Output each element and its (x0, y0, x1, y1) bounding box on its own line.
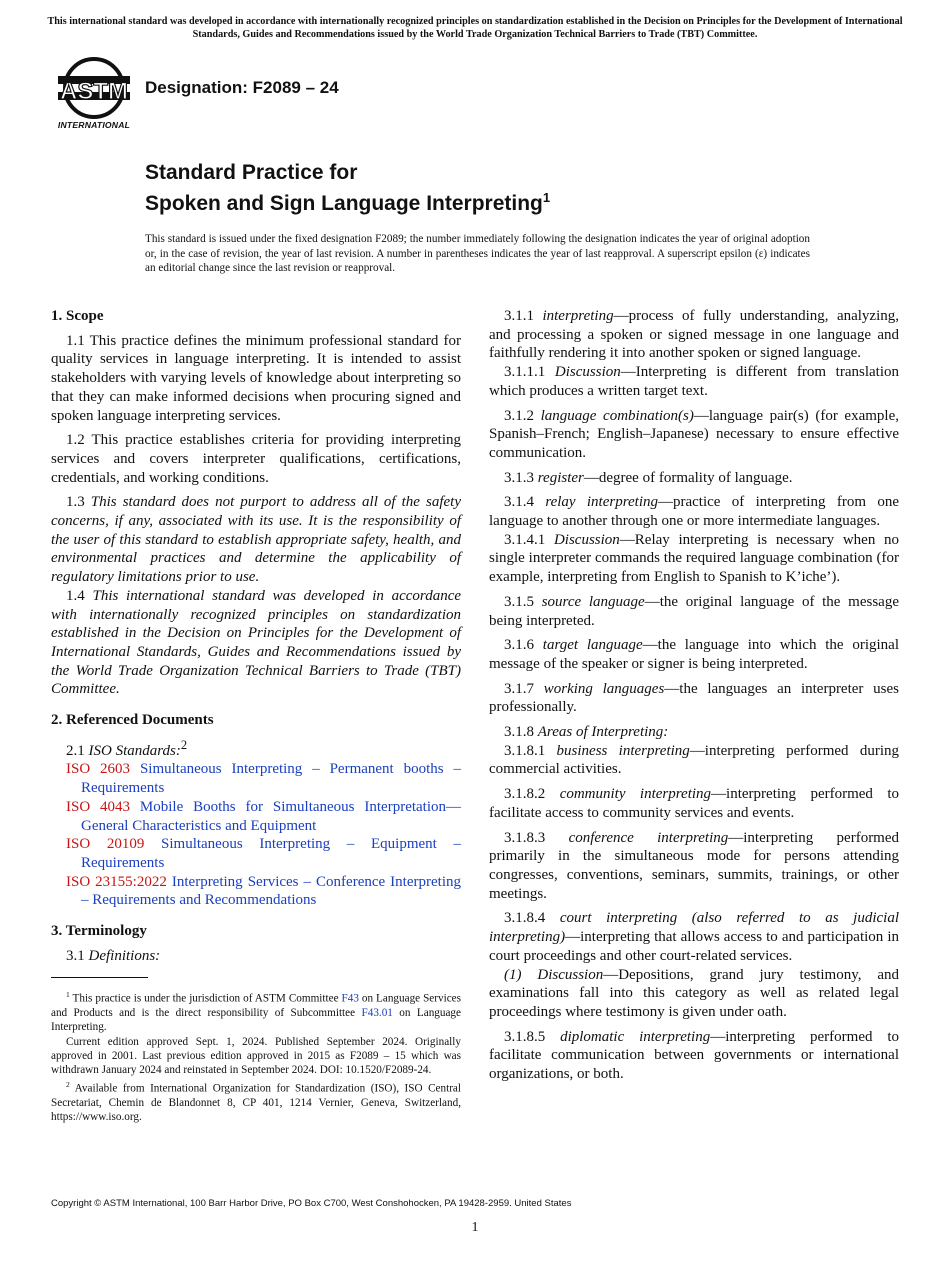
ref-item[interactable] (66, 760, 461, 797)
def-3-1-8-3 (489, 829, 899, 904)
section-refs-heading: 2. Referenced Documents (51, 712, 214, 729)
def-3-1-1-1 (489, 363, 899, 400)
footnote-1-edition: Current edition approved Sept. 1, 2024. Published September 2024. Originally approved in 2001. Last previous edition approved in 2015 as F2089 – 15 which was withdrawn January 2024 and reinstated in September 2024. DOI: 10.1520/F2089-24. (51, 1036, 461, 1077)
def-term: community interpreting (559, 786, 712, 803)
def-number: 3.1.1.1 (504, 364, 555, 381)
def-text: —interpreting that allows access to and participation in court proceedings and other court-related services. (489, 929, 899, 964)
para-number: 3.1 (66, 947, 89, 964)
section-terminology-heading: 3. Terminology (51, 923, 147, 940)
def-3-1-3 (489, 469, 899, 488)
def-number: 3.1.5 (504, 593, 542, 610)
ref-id[interactable]: ISO 23155:2022 (66, 873, 167, 890)
def-term: Discussion (537, 966, 604, 983)
issued-note: This standard is issued under the fixed designation F2089; the number immediately following the designation indicates the year of original adoption or, in the case of revision, the year of last revision. A number in parentheses indicates the year of last reapproval. A superscript epsilon (ε) indicates an editorial change since the last revision or reapproval. (145, 233, 810, 274)
def-number: 3.1.2 (504, 407, 541, 424)
def-term: Discussion (553, 531, 620, 548)
para-1-4 (51, 587, 461, 699)
para-number: 1.4 (66, 587, 93, 604)
def-text: —the languages an interpreter uses professionally. (489, 680, 899, 716)
document-title (145, 160, 550, 216)
subcommittee-link[interactable]: F43.01 (361, 1006, 393, 1019)
ref-id[interactable]: ISO 2603 (66, 761, 131, 778)
para-text: This standard does not purport to address all of the safety concerns, if any, associated with its use. It is the responsibility of the user of this standard to establish appropriate safety, health, and environmental practices and determine the applicability of regulatory limitations prior to use. (51, 494, 461, 586)
def-3-1-7 (489, 680, 899, 717)
page-number: 1 (471, 1220, 479, 1235)
def-number: 3.1.7 (504, 680, 544, 697)
def-3-1-2 (489, 407, 899, 463)
footnote-1 (51, 988, 461, 1034)
def-3-1-8-1 (489, 742, 899, 779)
def-number: 3.1.8.5 (504, 1028, 561, 1045)
def-text: —interpreting performed to facilitate communication between governments or international organizations, or both. (489, 1028, 899, 1083)
def-3-1-1 (489, 307, 899, 363)
def-3-1-8-4 (489, 909, 899, 965)
ref-item[interactable] (66, 873, 461, 910)
def-3-1-8-5 (489, 1028, 899, 1084)
def-number: 3.1.8.4 (504, 910, 560, 927)
def-term: court interpreting (also referred to as judicial interpreting) (489, 910, 900, 946)
def-text: —interpreting performed primarily in the simultaneous mode for persons attending congresses, conventions, seminars, summits, trainings, or other meetings. (489, 829, 900, 902)
def-text: —interpreting performed to facilitate access to community services and events. (489, 786, 900, 821)
footnote-marker: 2 (66, 1080, 70, 1090)
section-scope-heading: 1. Scope (51, 308, 104, 324)
def-term: Areas of Interpreting: (537, 724, 669, 741)
def-number: 3.1.8.2 (504, 786, 560, 803)
astm-logo (52, 56, 136, 132)
ref-item[interactable] (66, 798, 461, 835)
def-text: —process of fully understanding, analyzing, and processing a spoken or signed message in one language and faithfully rendering it into another spoken or signed language. (489, 308, 900, 362)
def-number: (1) (504, 966, 538, 983)
title-text: Spoken and Sign Language Interpreting (145, 192, 543, 215)
def-term: business interpreting (556, 742, 690, 759)
designation: Designation: F2089 – 24 (145, 78, 339, 97)
footnote-text: Available from International Organization for Standardization (ISO), ISO Central Secretariat, Chemin de Blandonnet 8, CP 401, 1214 Vernier, Geneva, Switzerland, https://www.iso.org. (51, 1083, 461, 1124)
def-3-1-8-4-discussion (489, 966, 899, 1022)
para-text: ISO Standards: (88, 742, 181, 759)
def-text: —Relay interpreting is necessary when no single interpreter commands the required language combination (for example, interpreting from English to Spanish to K’iche’). (489, 531, 900, 586)
para-text: Definitions: (88, 947, 161, 964)
para-1-1: 1.1 This practice defines the minimum professional standard for quality services in language interpreting. It is intended to assist stakeholders with varying levels of knowledge about interpreting so that they can make informed decisions when procuring signed and spoken language interpreting services. (51, 332, 461, 424)
def-term: source language (541, 593, 645, 610)
logo-wordmark: INTERNATIONAL (57, 120, 131, 130)
def-text: —the language into which the original message of the speaker or signer is being interpreted. (489, 637, 899, 672)
astm-logo-icon (52, 56, 136, 120)
right-column (489, 307, 899, 1090)
footnote-2 (51, 1078, 461, 1124)
def-number: 3.1.1 (504, 308, 543, 324)
def-text: —degree of formality of language. (583, 469, 793, 486)
footnote-divider (51, 977, 148, 978)
title-line-1: Standard Practice for (145, 161, 358, 184)
para-text: This international standard was developed in accordance with internationally recognized principles on standardization established in the Decision on Principles for the Development of International Standards, Guides and Recommendations issued by the World Trade Organization Technical Barriers to Trade (TBT) Committee. (51, 587, 462, 698)
para-number: 2.1 (66, 742, 89, 759)
footnote-marker: 1 (66, 990, 70, 999)
def-number: 3.1.8 (504, 724, 538, 741)
para-1-3 (51, 493, 461, 587)
def-3-1-4-1 (489, 531, 899, 587)
def-term: register (537, 469, 584, 486)
def-3-1-8 (489, 723, 899, 742)
ref-title[interactable]: Mobile Booths for Simultaneous Interpretation—General Characteristics and Equipment (81, 798, 462, 834)
footnote-text: on Language Services and Products and is the direct responsibility of Subcommittee (51, 992, 461, 1019)
def-term: diplomatic interpreting (560, 1028, 711, 1045)
def-text: —Depositions, grand jury testimony, and examinations fall into this category as well as related legal proceedings where testimony is given under oath. (489, 966, 899, 1020)
ref-id[interactable]: ISO 20109 (66, 836, 145, 853)
def-number: 3.1.4.1 (504, 531, 554, 548)
def-term: Discussion (554, 364, 621, 381)
para-2-1 (51, 736, 461, 761)
def-term: language combination(s) (540, 407, 694, 424)
def-3-1-6 (489, 636, 899, 673)
def-number: 3.1.3 (504, 469, 538, 486)
def-term: working languages (543, 680, 665, 697)
def-number: 3.1.4 (504, 494, 546, 511)
def-number: 3.1.6 (504, 637, 543, 654)
def-term: relay interpreting (545, 494, 658, 511)
logo-mark: ASTM (60, 78, 128, 105)
def-3-1-5 (489, 593, 899, 630)
def-number: 3.1.8.1 (504, 742, 557, 759)
def-text: —practice of interpreting from one language to another through one or more intermediate languages. (489, 494, 899, 530)
para-1-2: 1.2 This practice establishes criteria for providing interpreting services and covers interpreter qualifications, certifications, credentials, and working conditions. (51, 432, 461, 486)
title-line-2 (145, 185, 550, 216)
def-text: —interpreting performed during commercial activities. (489, 742, 899, 778)
ref-item[interactable] (66, 835, 461, 872)
ref-id[interactable]: ISO 4043 (66, 798, 131, 815)
def-3-1-4 (489, 493, 899, 530)
def-text: —language pair(s) (for example, Spanish–French; English–Japanese) necessary to ensure effective communication. (489, 407, 899, 461)
footnotes (51, 988, 461, 1125)
title-footnote-ref[interactable]: 1 (542, 190, 551, 205)
para-number: 1.3 (66, 494, 91, 511)
left-column (51, 307, 461, 972)
def-term: conference interpreting (568, 829, 729, 846)
def-text: —the original language of the message being interpreted. (489, 593, 899, 629)
def-term: target language (542, 637, 643, 654)
ref-title[interactable]: Simultaneous Interpreting – Permanent booths – Requirements (81, 761, 462, 797)
footnote-ref[interactable]: 2 (180, 737, 188, 752)
def-3-1-8-2 (489, 785, 899, 822)
ref-title[interactable]: Simultaneous Interpreting – Equipment – Requirements (81, 836, 461, 871)
footnote-text: on Language Interpreting. (51, 1006, 461, 1033)
copyright: Copyright © ASTM International, 100 Barr Harbor Drive, PO Box C700, West Conshohocken, PA 19428-2959. United States (51, 1198, 572, 1209)
wto-notice: This international standard was developed in accordance with internationally recognized principles on standardization established in the Decision on Principles for the Development of International Standards, Guides and Recommendations issued by the World Trade Organization Technical Barriers to Trade (TBT) Committee. (47, 16, 903, 40)
ref-title[interactable]: Interpreting Services – Conference Interpreting – Requirements and Recommendations (81, 873, 461, 909)
def-text: —Interpreting is different from translation which produces a written target text. (489, 364, 899, 399)
para-3-1 (51, 947, 461, 966)
committee-link[interactable]: F43 (341, 992, 359, 1005)
def-term: interpreting (542, 308, 614, 324)
def-number: 3.1.8.3 (504, 829, 569, 846)
footnote-text: This practice is under the jurisdiction of ASTM Committee (72, 992, 342, 1005)
